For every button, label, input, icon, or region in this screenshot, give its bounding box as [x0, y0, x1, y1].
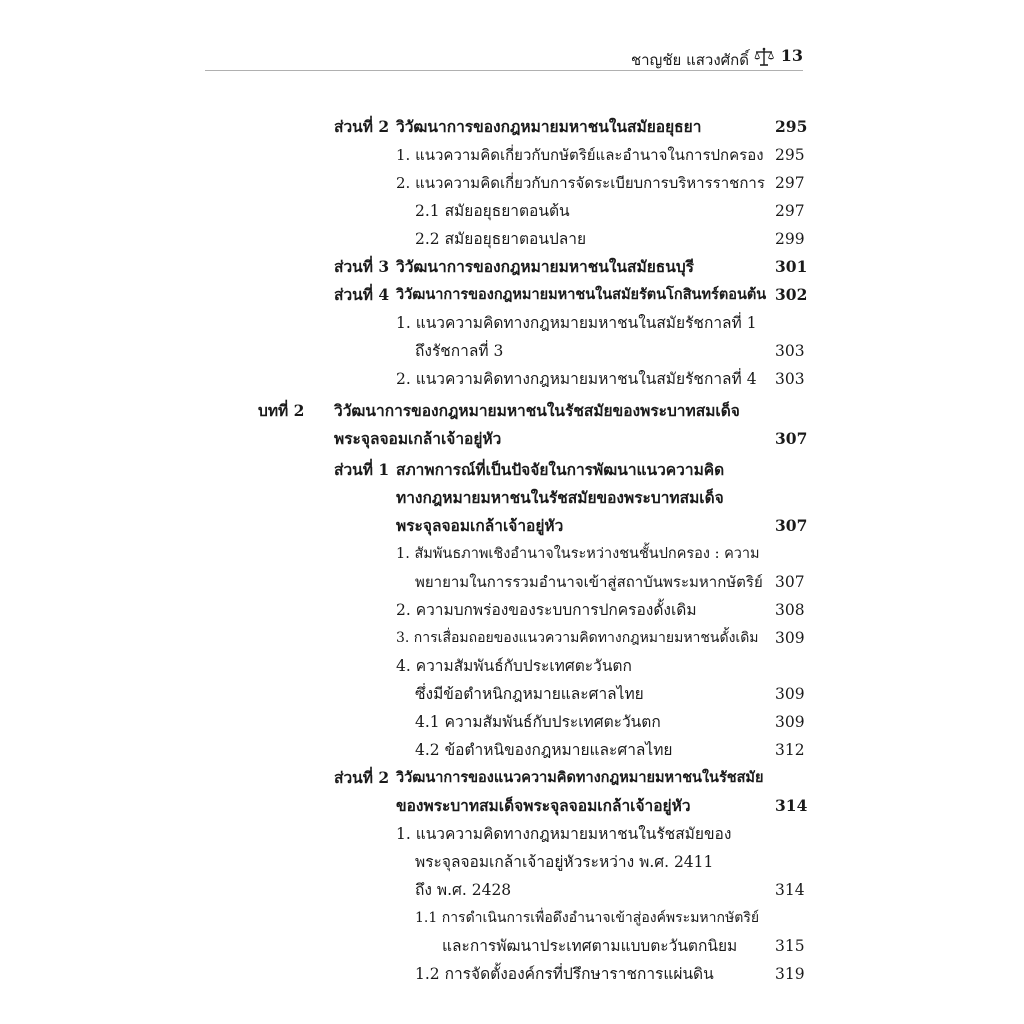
- toc-entry-text: 1. สัมพันธภาพเชิงอำนาจในระหว่างชนชั้นปกครอง : ความ: [396, 546, 760, 562]
- toc-entry-page: 299: [775, 230, 805, 248]
- toc-entry-text: พระจุลจอมเกล้าเจ้าอยู่หัวระหว่าง พ.ศ. 2411: [415, 853, 714, 871]
- toc-entry-page: 308: [775, 601, 805, 619]
- toc-entry-text: 4. ความสัมพันธ์กับประเทศตะวันตก: [396, 657, 632, 675]
- toc-entry-text: วิวัฒนาการของกฎหมายมหาชนในรัชสมัยของพระบาทสมเด็จ: [334, 401, 740, 420]
- toc-entry-text: วิวัฒนาการของกฎหมายมหาชนในสมัยอยุธยา: [396, 117, 702, 136]
- toc-entry-text: 3. การเสื่อมถอยของแนวความคิดทางกฎหมายมหาชนดั้งเดิม: [396, 630, 759, 646]
- toc-entry-page: 309: [775, 713, 805, 731]
- toc-entry-page: 301: [775, 257, 808, 276]
- toc-entry-page: 295: [775, 146, 805, 164]
- section-label: ส่วนที่ 3: [334, 257, 390, 276]
- toc-entry-page: 314: [775, 881, 805, 899]
- author-name: ชาญชัย แสวงศักดิ์: [630, 51, 749, 69]
- toc-entry-text: และการพัฒนาประเทศตามแบบตะวันตกนิยม: [442, 937, 738, 955]
- running-header: [205, 44, 803, 71]
- section-label: ส่วนที่ 2: [334, 117, 390, 136]
- toc-entry-text: ซึ่งมีข้อตำหนิกฎหมายและศาลไทย: [415, 685, 644, 703]
- section-label: ส่วนที่ 4: [334, 285, 390, 304]
- page-number: 13: [780, 46, 803, 65]
- toc-entry-page: 307: [775, 429, 808, 448]
- section-label: ส่วนที่ 1: [334, 460, 390, 479]
- toc-entry-text: วิวัฒนาการของกฎหมายมหาชนในสมัยธนบุรี: [396, 257, 695, 276]
- scales-of-justice-icon: [753, 46, 775, 68]
- toc-entry-page: 302: [775, 285, 808, 304]
- toc-entry-text: วิวัฒนาการของแนวความคิดทางกฎหมายมหาชนในรัชสมัย: [396, 769, 764, 786]
- toc-entry-text: 1. แนวความคิดเกี่ยวกับกษัตริย์และอำนาจในการปกครอง: [396, 146, 764, 164]
- toc-entry-page: 303: [775, 370, 805, 388]
- toc-entry-page: 295: [775, 117, 808, 136]
- toc-entry-text: ทางกฎหมายมหาชนในรัชสมัยของพระบาทสมเด็จ: [396, 488, 724, 507]
- toc-entry-text: ถึง พ.ศ. 2428: [415, 881, 512, 899]
- toc-entry-page: 309: [775, 629, 805, 647]
- toc-entry-text: 2.2 สมัยอยุธยาตอนปลาย: [415, 230, 587, 248]
- toc-entry-text: พระจุลจอมเกล้าเจ้าอยู่หัว: [396, 516, 564, 535]
- toc-entry-page: 307: [775, 516, 808, 535]
- toc-entry-text: ถึงรัชกาลที่ 3: [415, 342, 504, 360]
- toc-entry-text: 2. ความบกพร่องของระบบการปกครองดั้งเดิม: [396, 601, 697, 619]
- toc-entry-page: 303: [775, 342, 805, 360]
- toc-entry-page: 312: [775, 741, 805, 759]
- toc-entry-text: 1.2 การจัดตั้งองค์กรที่ปรึกษาราชการแผ่นดิน: [415, 965, 714, 983]
- chapter-label: บทที่ 2: [258, 401, 305, 420]
- toc-entry-text: 1. แนวความคิดทางกฎหมายมหาชนในสมัยรัชกาลที่ 1: [396, 314, 757, 332]
- toc-entry-page: 307: [775, 573, 805, 591]
- toc-entry-text: วิวัฒนาการของกฎหมายมหาชนในสมัยรัตนโกสินทร์ตอนต้น: [396, 286, 767, 303]
- toc-entry-text: 2. แนวความคิดเกี่ยวกับการจัดระเบียบการบริหารราชการ: [396, 174, 765, 192]
- toc-entry-text: 2.1 สมัยอยุธยาตอนต้น: [415, 202, 570, 220]
- toc-entry-text: พยายามในการรวมอำนาจเข้าสู่สถาบันพระมหากษัตริย์: [415, 573, 763, 591]
- toc-entry-text: พระจุลจอมเกล้าเจ้าอยู่หัว: [334, 429, 502, 448]
- section-label: ส่วนที่ 2: [334, 768, 390, 787]
- toc-entry-text: 1.1 การดำเนินการเพื่อดึงอำนาจเข้าสู่องค์พระมหากษัตริย์: [415, 910, 760, 926]
- toc-entry-text: ของพระบาทสมเด็จพระจุลจอมเกล้าเจ้าอยู่หัว: [396, 796, 691, 815]
- toc-entry-text: 2. แนวความคิดทางกฎหมายมหาชนในสมัยรัชกาลที่ 4: [396, 370, 757, 388]
- toc-entry-text: สภาพการณ์ที่เป็นปัจจัยในการพัฒนาแนวความคิด: [396, 460, 725, 479]
- toc-entry-page: 315: [775, 937, 805, 955]
- toc-entry-text: 4.1 ความสัมพันธ์กับประเทศตะวันตก: [415, 713, 661, 731]
- toc-entry-text: 4.2 ข้อตำหนิของกฎหมายและศาลไทย: [415, 741, 673, 759]
- toc-entry-page: 319: [775, 965, 805, 983]
- toc-entry-page: 297: [775, 174, 805, 192]
- toc-entry-page: 309: [775, 685, 805, 703]
- toc-entry-text: 1. แนวความคิดทางกฎหมายมหาชนในรัชสมัยของ: [396, 825, 732, 843]
- toc-entry-page: 314: [775, 796, 808, 815]
- toc-entry-page: 297: [775, 202, 805, 220]
